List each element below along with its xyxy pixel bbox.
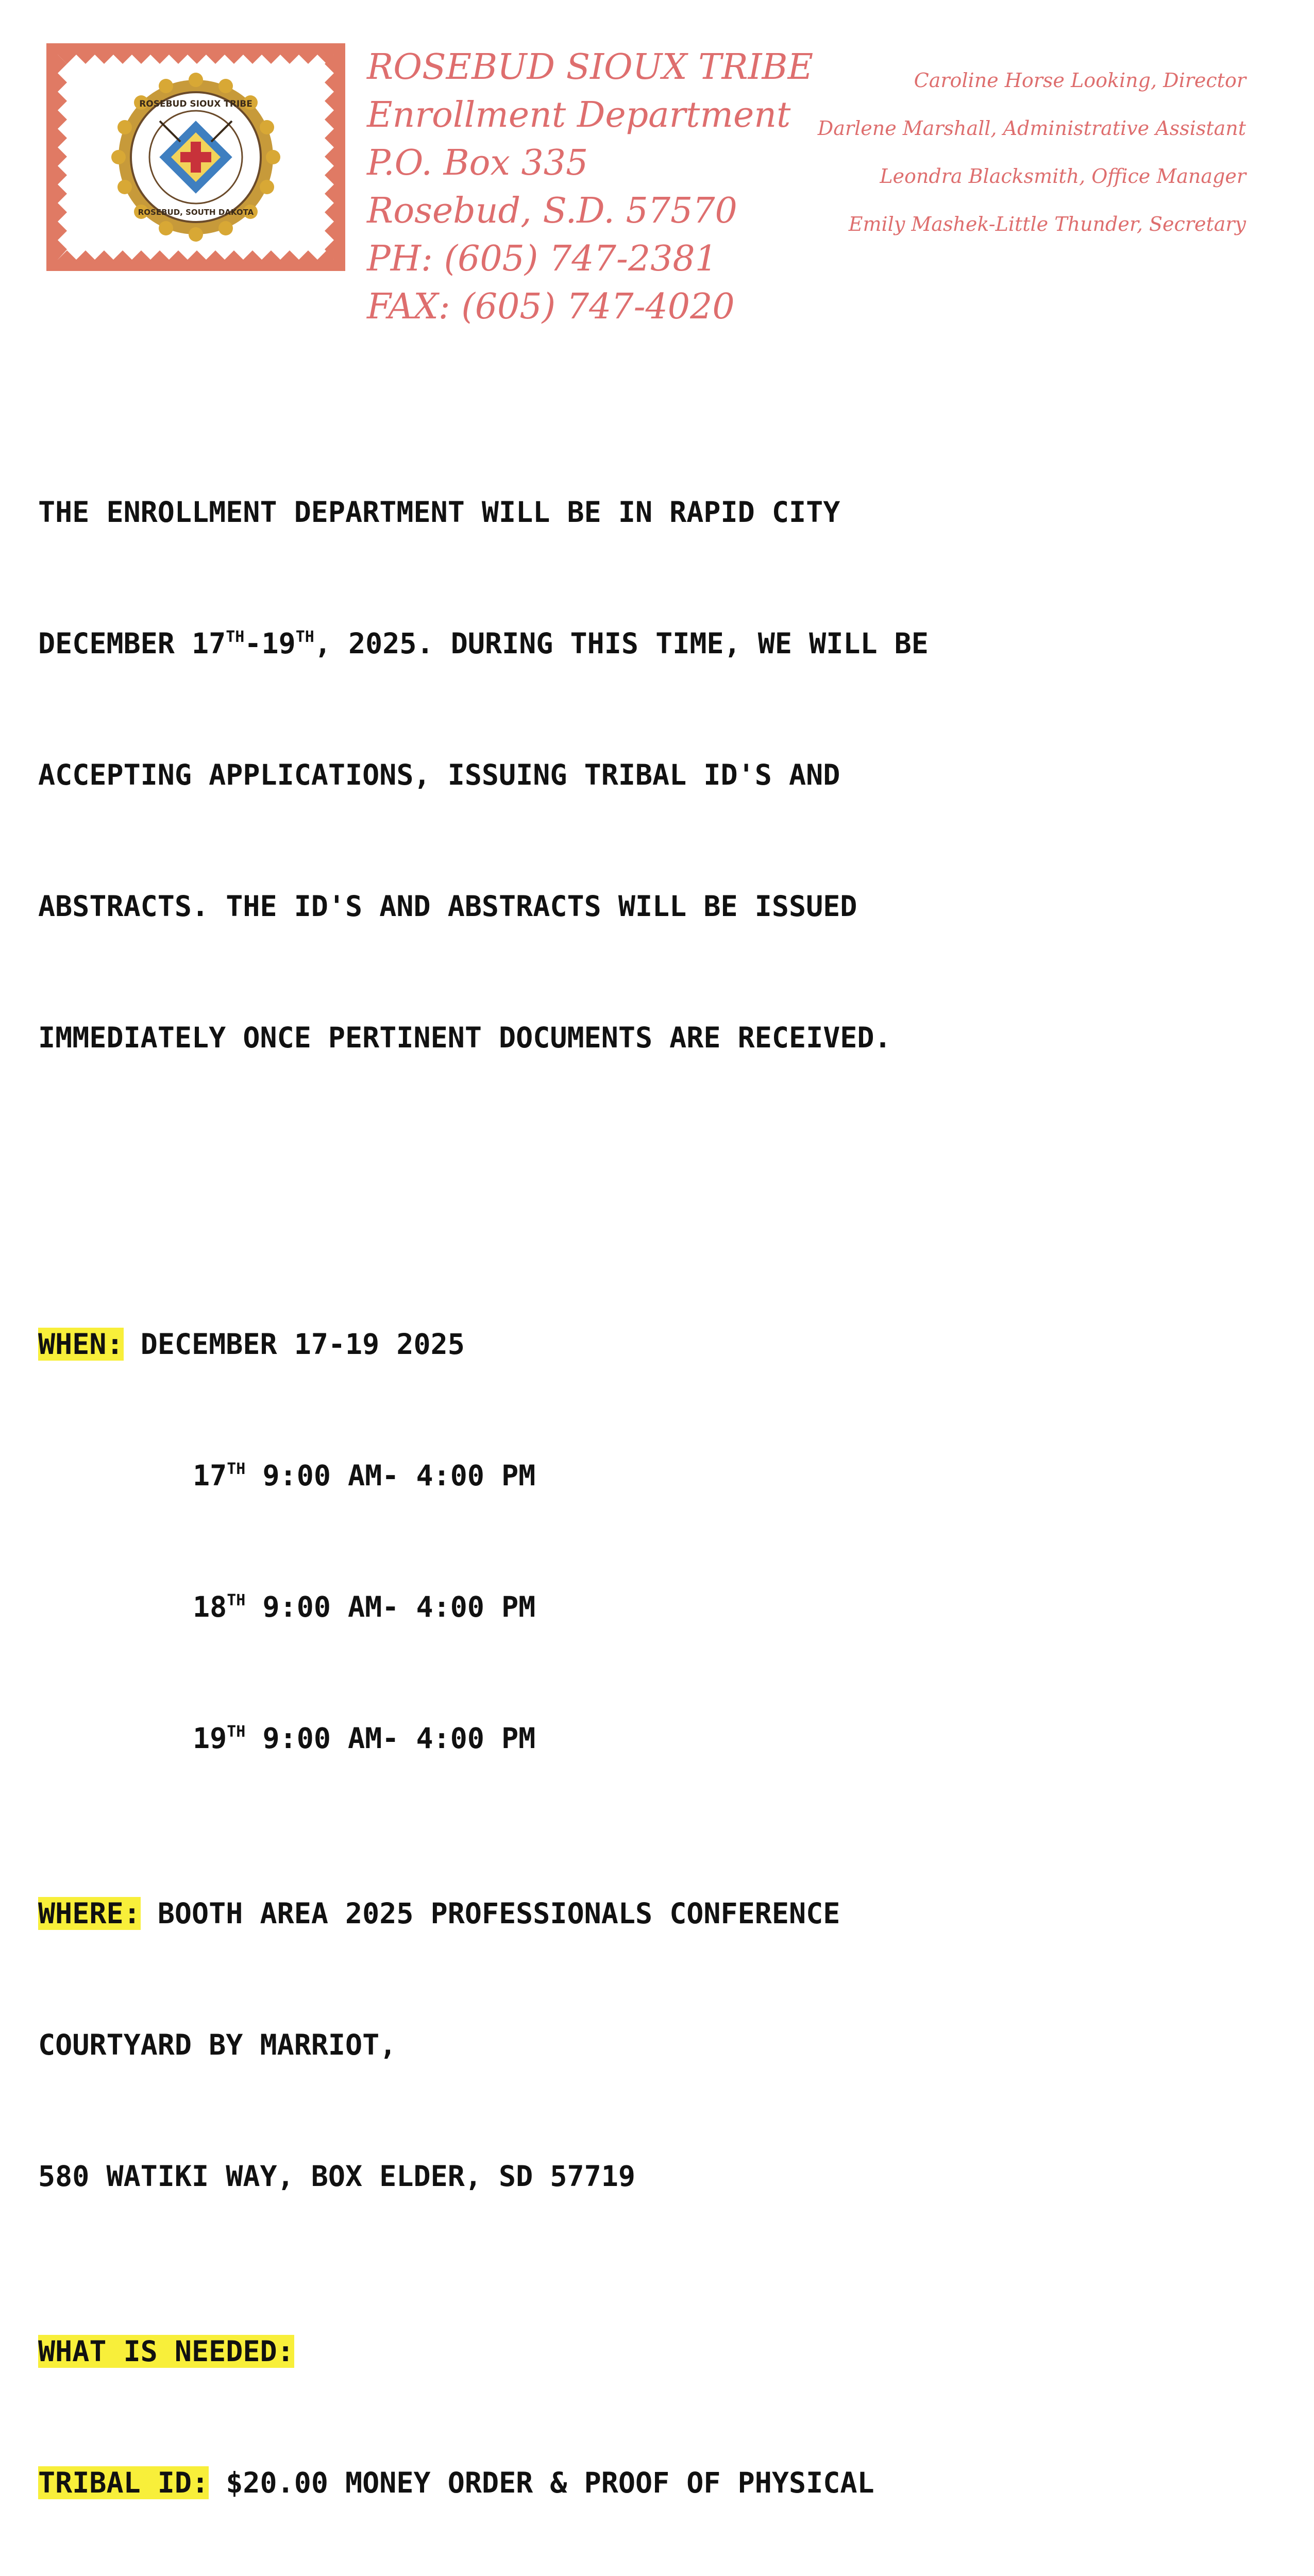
day-number: 17 xyxy=(193,1459,227,1492)
day-hours: 9:00 AM- 4:00 PM xyxy=(262,1459,536,1492)
day-number: 19 xyxy=(193,1722,227,1755)
day-number: 18 xyxy=(193,1590,227,1623)
intro-line-1: THE ENROLLMENT DEPARTMENT WILL BE IN RAPID CITY xyxy=(38,496,840,529)
fax-number: FAX: (605) 747-4020 xyxy=(367,286,735,327)
tribal-id-line-1 xyxy=(38,2461,1285,2505)
org-name: ROSEBUD SIOUX TRIBE xyxy=(367,47,814,88)
intro-line-4: ABSTRACTS. THE ID'S AND ABSTRACTS WILL BE ISSUED xyxy=(38,890,857,923)
where-venue: BOOTH AREA 2025 PROFESSIONALS CONFERENCE xyxy=(157,1897,840,1930)
flyer-body xyxy=(38,403,1285,2576)
po-box: P.O. Box 335 xyxy=(367,143,588,183)
seal-top-text: ROSEBUD SIOUX TRIBE xyxy=(139,99,252,109)
intro-date-start: DECEMBER 17 xyxy=(38,627,226,660)
staff-director: Caroline Horse Looking, Director xyxy=(914,69,1246,92)
where-label: WHERE: xyxy=(38,1897,141,1930)
org-address-block xyxy=(367,43,813,331)
when-day-19 xyxy=(38,1717,1285,1760)
intro-date-end: -19 xyxy=(244,627,296,660)
intro-line-2 xyxy=(38,622,1285,666)
where-line-3: 580 WATIKI WAY, BOX ELDER, SD 57719 xyxy=(38,2160,635,2193)
when-day-17 xyxy=(38,1454,1285,1498)
day-sup: TH xyxy=(227,1723,246,1741)
intro-line-3: ACCEPTING APPLICATIONS, ISSUING TRIBAL ID'S AND xyxy=(38,758,840,791)
day-hours: 9:00 AM- 4:00 PM xyxy=(262,1590,536,1623)
tribal-id-label: TRIBAL ID: xyxy=(38,2466,209,2499)
seal-bottom-text: ROSEBUD, SOUTH DAKOTA xyxy=(138,208,254,217)
when-value: DECEMBER 17-19 2025 xyxy=(140,1328,465,1361)
when-line xyxy=(38,1323,1285,1366)
when-label: WHEN: xyxy=(38,1328,124,1361)
phone-number: PH: (605) 747-2381 xyxy=(367,239,717,279)
staff-secretary: Emily Mashek-Little Thunder, Secretary xyxy=(848,213,1246,235)
city-state-zip: Rosebud, S.D. 57570 xyxy=(367,191,737,231)
intro-line-5: IMMEDIATELY ONCE PERTINENT DOCUMENTS ARE RECEIVED. xyxy=(38,1021,891,1054)
tribal-id-requirement: $20.00 MONEY ORDER & PROOF OF PHYSICAL xyxy=(226,2466,874,2499)
intro-sup-1: TH xyxy=(226,628,245,646)
intro-sup-2: TH xyxy=(295,628,314,646)
day-sup: TH xyxy=(227,1591,246,1609)
staff-office-manager: Leondra Blacksmith, Office Manager xyxy=(880,165,1246,188)
where-line-2: COURTYARD BY MARRIOT, xyxy=(38,2028,397,2061)
day-hours: 9:00 AM- 4:00 PM xyxy=(262,1722,536,1755)
when-day-18 xyxy=(38,1585,1285,1629)
day-sup: TH xyxy=(227,1460,246,1478)
intro-line-2-rest: , 2025. DURING THIS TIME, WE WILL BE xyxy=(314,627,929,660)
needed-heading-line xyxy=(38,2330,1285,2374)
tribe-seal-logo xyxy=(46,43,345,271)
staff-admin-assistant: Darlene Marshall, Administrative Assistant xyxy=(817,117,1246,140)
staff-list xyxy=(818,57,1246,248)
needed-label: WHAT IS NEEDED: xyxy=(38,2335,294,2368)
department-name: Enrollment Department xyxy=(367,95,791,135)
where-line-1 xyxy=(38,1892,1285,1936)
